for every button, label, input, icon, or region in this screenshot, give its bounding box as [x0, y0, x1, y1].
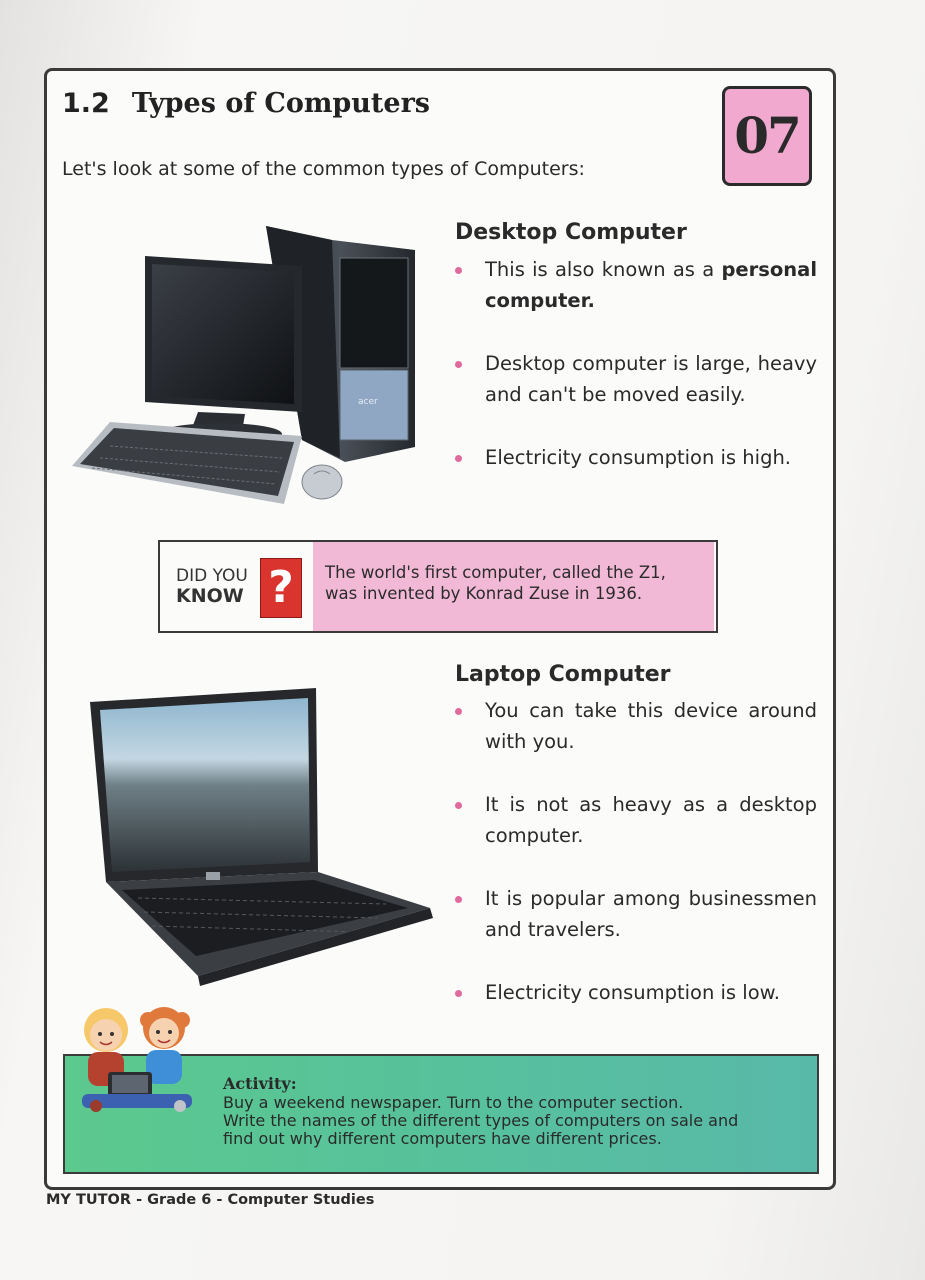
bullet-dot-icon	[455, 267, 462, 274]
bullet-dot-icon	[455, 708, 462, 715]
desktop-computer-image	[70, 222, 420, 507]
did-you-know-text: The world's first computer, called the Z1, was invented by Konrad Zuse in 1936.	[313, 542, 714, 631]
section-title: Types of Computers	[131, 88, 430, 119]
intro-text: Let's look at some of the common types of Computers:	[62, 158, 585, 180]
tower-brand-text: acer	[358, 397, 378, 407]
bullet-dot-icon	[455, 802, 462, 809]
section-heading	[62, 88, 430, 119]
laptop-title: Laptop Computer	[455, 662, 671, 687]
activity-title: Activity:	[223, 1074, 297, 1093]
desktop-bullets	[455, 254, 817, 473]
bullet-dot-icon	[455, 990, 462, 997]
kids-with-laptop-illustration	[72, 1002, 202, 1114]
did-you-know-label: DID YOU KNOW	[176, 566, 248, 607]
activity-text: Buy a weekend newspaper. Turn to the computer section. Write the names of the different types of computers on sale and find out why different computers have different prices.	[223, 1093, 739, 1148]
bullet-dot-icon	[455, 361, 462, 368]
page-footer: MY TUTOR - Grade 6 - Computer Studies	[46, 1192, 375, 1208]
list-item: It is popular among businessmen and travelers.	[455, 883, 817, 945]
list-item: It is not as heavy as a desktop computer.	[455, 789, 817, 851]
list-item: This is also known as a personal computer.	[455, 254, 817, 316]
chapter-badge: 07	[722, 86, 812, 186]
section-number: 1.2	[62, 88, 110, 119]
list-item: Electricity consumption is low.	[455, 977, 817, 1008]
laptop-bullets	[455, 695, 817, 1008]
bullet-dot-icon	[455, 455, 462, 462]
list-item: Desktop computer is large, heavy and can't be moved easily.	[455, 348, 817, 410]
bullet-dot-icon	[455, 896, 462, 903]
list-item: You can take this device around with you.	[455, 695, 817, 757]
desktop-title: Desktop Computer	[455, 220, 687, 245]
question-mark-icon: ?	[260, 558, 302, 618]
did-you-know-box	[158, 540, 718, 633]
list-item: Electricity consumption is high.	[455, 442, 817, 473]
laptop-computer-image	[88, 686, 433, 986]
